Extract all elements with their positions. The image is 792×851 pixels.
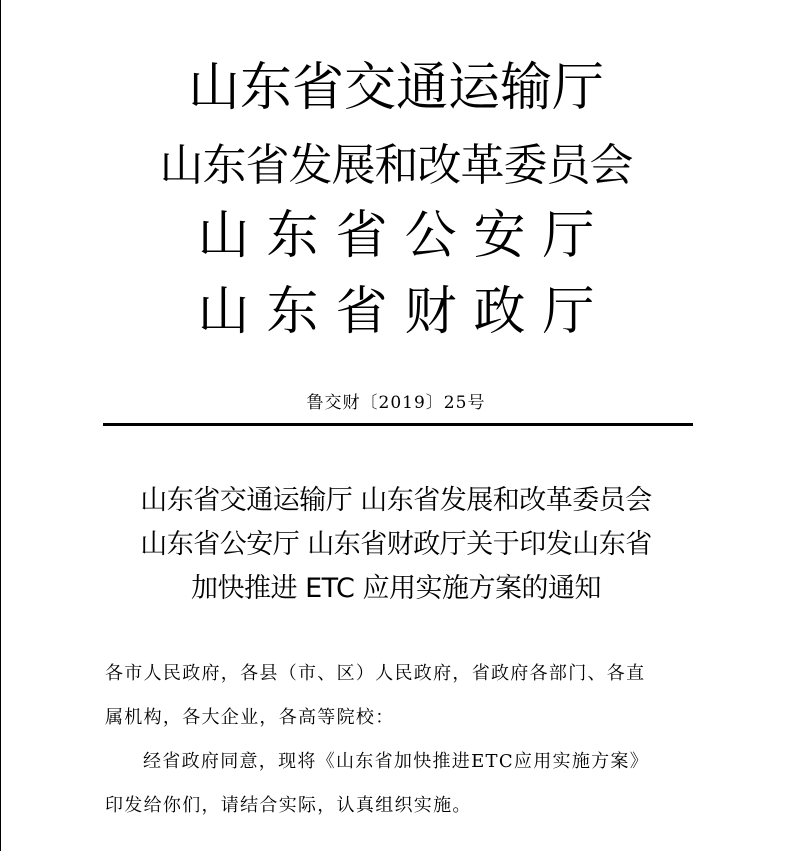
issuer-header-3: 山东省公安厅 bbox=[197, 206, 612, 266]
title-line-3: 加快推进 ETC 应用实施方案的通知 bbox=[191, 573, 601, 604]
issuer-header-2: 山东省发展和改革委员会 bbox=[159, 140, 633, 191]
body-line-1: 各市人民政府，各县（市、区）人民政府，省政府各部门、各直 bbox=[105, 663, 646, 684]
body-line-3: 经省政府同意，现将《山东省加快推进ETC应用实施方案》 bbox=[143, 751, 650, 772]
document-title bbox=[0, 479, 792, 611]
document-body bbox=[105, 652, 695, 828]
title-line-2: 山东省公安厅 山东省财政厅关于印发山东省 bbox=[140, 529, 652, 560]
issuer-header-1: 山东省交通运输厅 bbox=[187, 58, 604, 118]
title-line-1: 山东省交通运输厅 山东省发展和改革委员会 bbox=[140, 485, 652, 516]
header-divider-rule bbox=[103, 423, 693, 426]
body-line-2: 属机构，各大企业，各高等院校： bbox=[105, 707, 395, 728]
body-line-4: 印发给你们，请结合实际，认真组织实施。 bbox=[105, 795, 472, 816]
document-number: 鲁交财〔2019〕25号 bbox=[306, 393, 486, 413]
page-left-border bbox=[0, 0, 1, 851]
issuer-header-4: 山东省财政厅 bbox=[197, 282, 612, 342]
